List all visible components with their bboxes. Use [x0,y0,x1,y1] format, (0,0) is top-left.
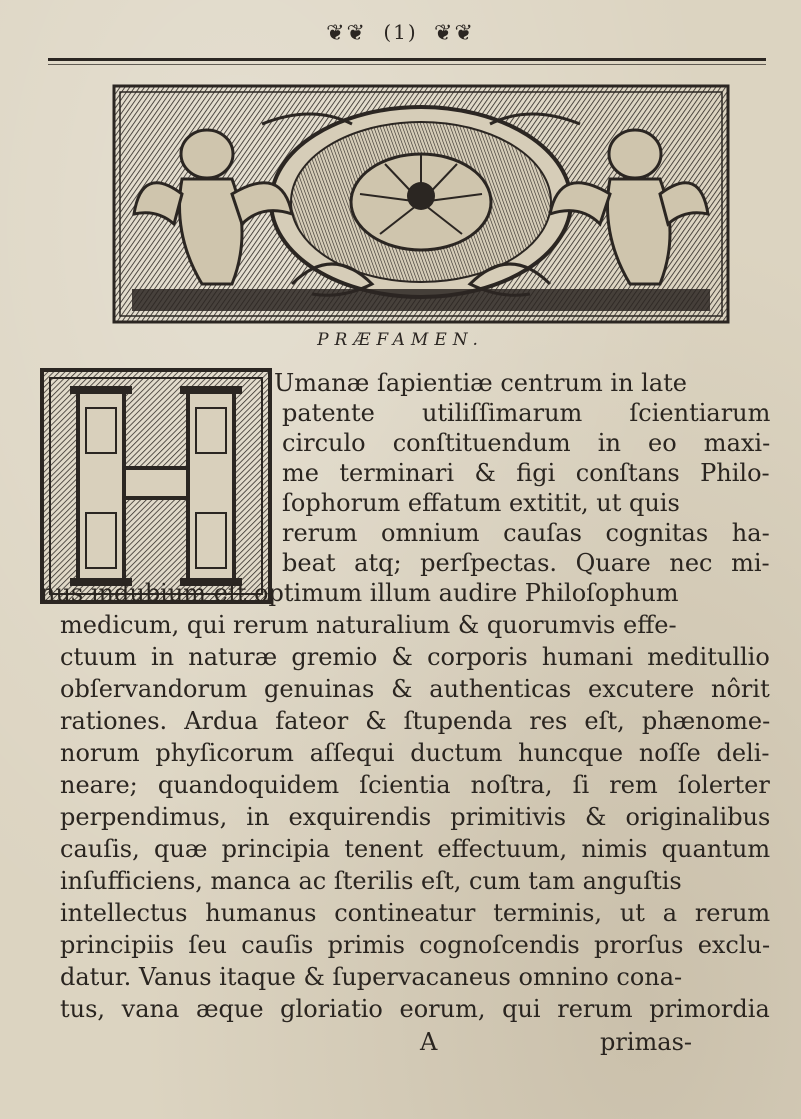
top-rule-thin [48,64,766,65]
top-rule [48,58,766,61]
text-line-14: neare; quandoquidem ſcientia noſtra, ſi rem ſolerter [60,771,770,799]
text-line-7: beat atq; perſpectas. Quare nec mi- [282,549,770,577]
catchword: primas- [600,1028,693,1056]
text-line-18: intellectus humanus contineatur terminis, ut a rerum [60,899,771,927]
text-line-19: principiis ſeu cauſis primis cognoſcendis prorſus exclu- [60,931,771,959]
text-line-12: rationes. Ardua fateor & ſtupenda res eſt, phænome- [60,707,771,735]
text-line-1: Umanæ ſapientiæ centrum in late [274,369,687,397]
signature-mark: A [420,1028,438,1056]
text-line-17: inſufficiens, manca ac ſterilis eſt, cum tam anguſtis [60,867,682,895]
text-line-3: circulo conſtituendum in eo maxi- [282,429,771,457]
text-line-13: norum phyſicorum aſſequi ductum huncque noſſe deli- [60,739,770,767]
folio-number: (1) [383,20,418,44]
text-line-15: perpendimus, in exquirendis primitivis & originalibus [60,803,771,831]
running-head: PRÆFAMEN. [317,330,484,350]
text-line-6: rerum omnium cauſas cognitas ha- [282,519,770,547]
text-line-20: datur. Vanus itaque & ſupervacaneus omnino cona- [60,963,683,991]
decorated-initial-h-icon [40,368,272,604]
right-fleuron-icon: ❦❦ [434,21,475,46]
text-line-5: ſophorum effatum extitit, ut quis [282,489,680,517]
text-line-9: medicum, qui rerum naturalium & quorumvis effe- [60,611,677,639]
ornamental-headpiece-icon [112,84,730,324]
text-line-8: nus indubium eſt optimum illum audire Philoſophum [40,579,679,607]
text-line-21: tus, vana æque gloriatio eorum, qui rerum primordia [60,995,770,1023]
text-line-16: cauſis, quæ principia tenent effectuum, nimis quantum [60,835,771,863]
left-fleuron-icon: ❦❦ [326,21,367,46]
text-line-10: ctuum in naturæ gremio & corporis humani meditullio [60,643,770,671]
text-line-2: patente utiliſſimarum ſcientiarum [282,399,771,427]
text-line-4: me terminari & figi conſtans Philo- [282,459,770,487]
text-line-11: obſervandorum genuinas & authenticas excutere nôrit [60,675,770,703]
page-marker [0,20,801,46]
